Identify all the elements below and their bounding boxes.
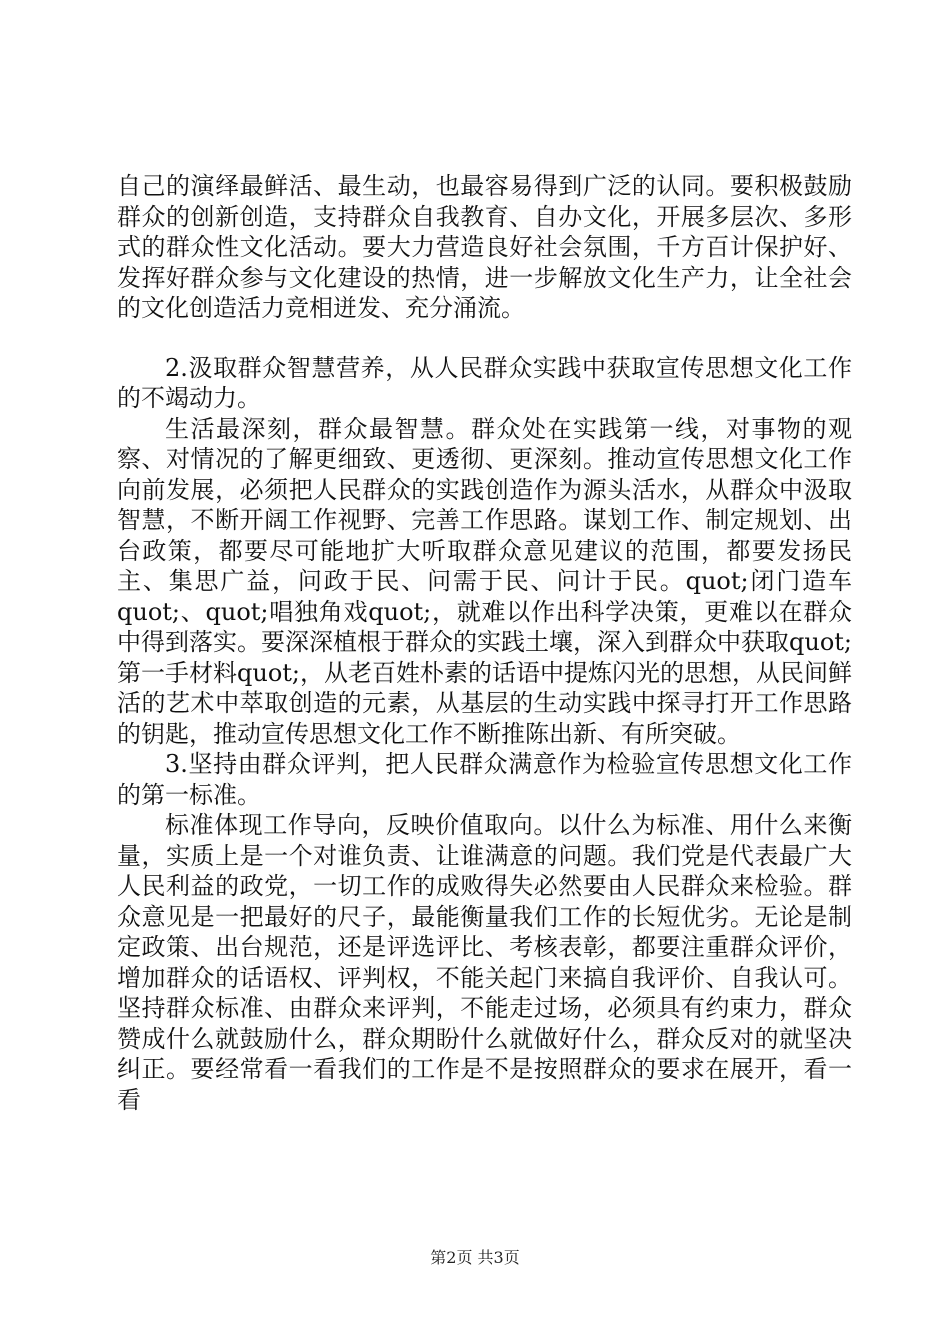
section-heading-2: 2.汲取群众智慧营养，从人民群众实践中获取宣传思想文化工作的不竭动力。: [117, 353, 852, 412]
document-body: [117, 171, 852, 1115]
paragraph-section-2-body: 生活最深刻，群众最智慧。群众处在实践第一线，对事物的观察、对情况的了解更细致、更透彻、更深刻。推动宣传思想文化工作向前发展，必须把人民群众的实践创造作为源头活水，从群众中汲取智慧，不断开阔工作视野、完善工作思路。谋划工作、制定规划、出台政策，都要尽可能地扩大听取群众意见建议的范围，都要发扬民主、集思广益，问政于民、问需于民、问计于民。quot;闭门造车quot;、quot;唱独角戏quot;，就难以作出科学决策，更难以在群众中得到落实。要深深植根于群众的实践土壤，深入到群众中获取quot;第一手材料quot;，从老百姓朴素的话语中提炼闪光的思想，从民间鲜活的艺术中萃取创造的元素，从基层的生动实践中探寻打开工作思路的钥匙，推动宣传思想文化工作不断推陈出新、有所突破。: [117, 414, 852, 748]
paragraph-continuation: 自己的演绎最鲜活、最生动，也最容易得到广泛的认同。要积极鼓励群众的创新创造，支持群众自我教育、自办文化，开展多层次、多形式的群众性文化活动。要大力营造良好社会氛围，千方百计保护好、发挥好群众参与文化建设的热情，进一步解放文化生产力，让全社会的文化创造活力竞相迸发、充分涌流。: [117, 172, 852, 322]
page-footer: 第2页 共3页: [430, 1248, 520, 1267]
section-heading-3: 3.坚持由群众评判，把人民群众满意作为检验宣传思想文化工作的第一标准。: [117, 750, 852, 809]
paragraph-section-3-body: 标准体现工作导向，反映价值取向。以什么为标准、用什么来衡量，实质上是一个对谁负责、让谁满意的问题。我们党是代表最广大人民利益的政党，一切工作的成败得失必然要由人民群众来检验。群众意见是一把最好的尺子，最能衡量我们工作的长短优劣。无论是制定政策、出台规范，还是评选评比、考核表彰，都要注重群众评价，增加群众的话语权、评判权，不能关起门来搞自我评价、自我认可。坚持群众标准、由群众来评判，不能走过场，必须具有约束力，群众赞成什么就鼓励什么，群众期盼什么就做好什么，群众反对的就坚决纠正。要经常看一看我们的工作是不是按照群众的要求在展开，看一看: [117, 811, 852, 1114]
